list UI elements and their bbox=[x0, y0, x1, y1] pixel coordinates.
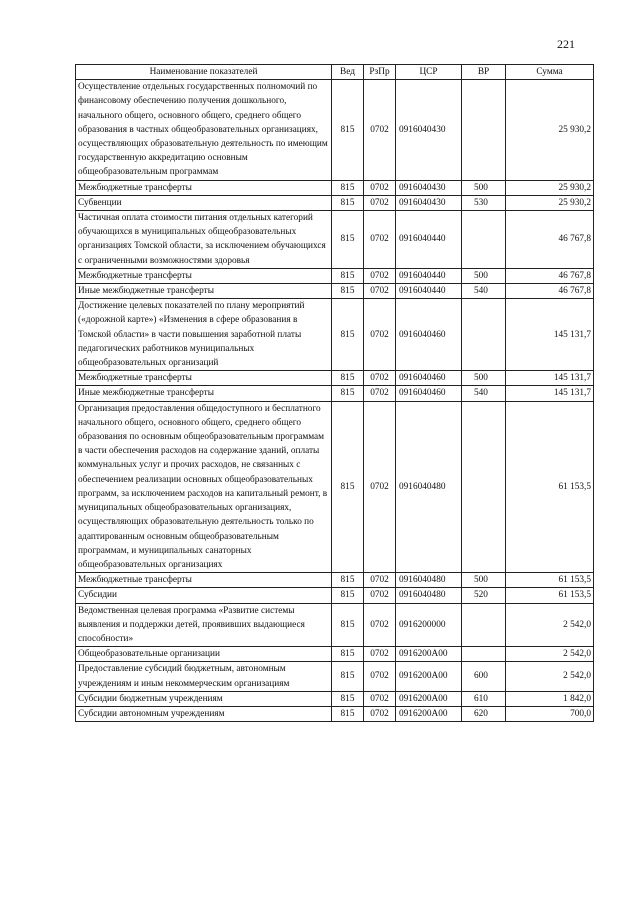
cell-vr bbox=[462, 647, 506, 662]
cell-name: Субсидии bbox=[76, 588, 332, 603]
table-row bbox=[76, 573, 594, 588]
cell-name: Субсидии бюджетным учреждениям bbox=[76, 691, 332, 706]
cell-ved: 815 bbox=[332, 706, 364, 721]
budget-table bbox=[75, 64, 594, 722]
cell-rzpr: 0702 bbox=[364, 386, 396, 401]
cell-rzpr: 0702 bbox=[364, 371, 396, 386]
cell-vr: 500 bbox=[462, 573, 506, 588]
cell-name: Межбюджетные трансферты bbox=[76, 268, 332, 283]
cell-rzpr: 0702 bbox=[364, 284, 396, 299]
cell-sum: 700,0 bbox=[506, 706, 594, 721]
cell-vr: 500 bbox=[462, 371, 506, 386]
cell-sum: 25 930,2 bbox=[506, 80, 594, 180]
cell-vr: 600 bbox=[462, 662, 506, 691]
table-row bbox=[76, 588, 594, 603]
table-row bbox=[76, 195, 594, 210]
cell-sum: 145 131,7 bbox=[506, 299, 594, 371]
cell-name: Ведомственная целевая программа «Развитие системы выявления и поддержки детей, проявивших выдающиеся способности» bbox=[76, 603, 332, 647]
cell-rzpr: 0702 bbox=[364, 588, 396, 603]
cell-csr: 0916040460 bbox=[396, 371, 462, 386]
cell-ved: 815 bbox=[332, 691, 364, 706]
cell-ved: 815 bbox=[332, 401, 364, 572]
table-row bbox=[76, 299, 594, 371]
cell-ved: 815 bbox=[332, 573, 364, 588]
table-row bbox=[76, 647, 594, 662]
cell-sum: 61 153,5 bbox=[506, 401, 594, 572]
cell-vr: 540 bbox=[462, 284, 506, 299]
cell-csr: 0916040480 bbox=[396, 573, 462, 588]
cell-rzpr: 0702 bbox=[364, 195, 396, 210]
header-sum: Сумма bbox=[506, 65, 594, 80]
cell-ved: 815 bbox=[332, 180, 364, 195]
cell-vr bbox=[462, 603, 506, 647]
cell-sum: 2 542,0 bbox=[506, 662, 594, 691]
cell-ved: 815 bbox=[332, 386, 364, 401]
cell-ved: 815 bbox=[332, 284, 364, 299]
cell-sum: 25 930,2 bbox=[506, 180, 594, 195]
cell-name: Осуществление отдельных государственных полномочий по финансовому обеспечению получения дошкольного, начального общего, основного общего, среднего общего образования в частных общеобразовательных организациях, осуществляющих образовательную деятельность по имеющим государственную аккредитацию основным общеобразовательным программам bbox=[76, 80, 332, 180]
cell-csr: 0916040430 bbox=[396, 180, 462, 195]
cell-csr: 0916200000 bbox=[396, 603, 462, 647]
cell-rzpr: 0702 bbox=[364, 647, 396, 662]
cell-ved: 815 bbox=[332, 80, 364, 180]
cell-csr: 0916200А00 bbox=[396, 662, 462, 691]
cell-rzpr: 0702 bbox=[364, 80, 396, 180]
table-row bbox=[76, 211, 594, 269]
cell-sum: 46 767,8 bbox=[506, 268, 594, 283]
table-row bbox=[76, 80, 594, 180]
cell-name: Достижение целевых показателей по плану мероприятий («дорожной карте») «Изменения в сфере образования в Томской области» в части повышения заработной платы педагогических работников муниципальных общеобразовательных организаций bbox=[76, 299, 332, 371]
table-row bbox=[76, 180, 594, 195]
cell-ved: 815 bbox=[332, 195, 364, 210]
cell-rzpr: 0702 bbox=[364, 691, 396, 706]
table-row bbox=[76, 691, 594, 706]
table-row bbox=[76, 401, 594, 572]
cell-sum: 145 131,7 bbox=[506, 371, 594, 386]
cell-rzpr: 0702 bbox=[364, 603, 396, 647]
table-row bbox=[76, 371, 594, 386]
table-row bbox=[76, 386, 594, 401]
cell-rzpr: 0702 bbox=[364, 299, 396, 371]
cell-csr: 0916040460 bbox=[396, 386, 462, 401]
cell-name: Межбюджетные трансферты bbox=[76, 573, 332, 588]
cell-vr bbox=[462, 211, 506, 269]
header-name: Наименование показателей bbox=[76, 65, 332, 80]
cell-name: Организация предоставления общедоступного и бесплатного начального общего, основного общего, среднего общего образования по основным общеобразовательным программам в части обеспечения расходов на содержание зданий, оплаты коммунальных услуг и прочих расходов, не связанных с обеспечением реализации основных общеобразовательных программ, за исключением расходов на капитальный ремонт, в муниципальных общеобразовательных организациях, осуществляющих образовательную деятельность только по адаптированным основным общеобразовательным программам, и муниципальных санаторных общеобразовательных организациях bbox=[76, 401, 332, 572]
cell-ved: 815 bbox=[332, 588, 364, 603]
table-row bbox=[76, 268, 594, 283]
cell-ved: 815 bbox=[332, 603, 364, 647]
cell-csr: 0916040480 bbox=[396, 588, 462, 603]
cell-sum: 2 542,0 bbox=[506, 647, 594, 662]
cell-name: Межбюджетные трансферты bbox=[76, 180, 332, 195]
cell-sum: 61 153,5 bbox=[506, 588, 594, 603]
cell-csr: 0916040440 bbox=[396, 211, 462, 269]
cell-vr: 520 bbox=[462, 588, 506, 603]
cell-ved: 815 bbox=[332, 647, 364, 662]
cell-csr: 0916040430 bbox=[396, 80, 462, 180]
cell-sum: 145 131,7 bbox=[506, 386, 594, 401]
table-body bbox=[76, 80, 594, 722]
cell-sum: 2 542,0 bbox=[506, 603, 594, 647]
cell-name: Субвенции bbox=[76, 195, 332, 210]
cell-rzpr: 0702 bbox=[364, 573, 396, 588]
cell-csr: 0916040460 bbox=[396, 299, 462, 371]
header-csr: ЦСР bbox=[396, 65, 462, 80]
table-row bbox=[76, 662, 594, 691]
cell-csr: 0916200А00 bbox=[396, 647, 462, 662]
cell-name: Общеобразовательные организации bbox=[76, 647, 332, 662]
cell-sum: 25 930,2 bbox=[506, 195, 594, 210]
cell-vr: 610 bbox=[462, 691, 506, 706]
cell-ved: 815 bbox=[332, 371, 364, 386]
cell-name: Иные межбюджетные трансферты bbox=[76, 386, 332, 401]
cell-name: Субсидии автономным учреждениям bbox=[76, 706, 332, 721]
cell-vr: 500 bbox=[462, 268, 506, 283]
cell-csr: 0916200А00 bbox=[396, 706, 462, 721]
cell-rzpr: 0702 bbox=[364, 268, 396, 283]
cell-rzpr: 0702 bbox=[364, 211, 396, 269]
header-ved: Вед bbox=[332, 65, 364, 80]
cell-ved: 815 bbox=[332, 662, 364, 691]
cell-sum: 1 842,0 bbox=[506, 691, 594, 706]
cell-csr: 0916200А00 bbox=[396, 691, 462, 706]
header-vr: ВР bbox=[462, 65, 506, 80]
header-rzpr: РзПр bbox=[364, 65, 396, 80]
cell-vr bbox=[462, 401, 506, 572]
cell-csr: 0916040440 bbox=[396, 284, 462, 299]
cell-rzpr: 0702 bbox=[364, 401, 396, 572]
table-header-row bbox=[76, 65, 594, 80]
cell-ved: 815 bbox=[332, 299, 364, 371]
cell-csr: 0916040430 bbox=[396, 195, 462, 210]
cell-name: Предоставление субсидий бюджетным, автономным учреждениям и иным некоммерческим организациям bbox=[76, 662, 332, 691]
cell-sum: 46 767,8 bbox=[506, 284, 594, 299]
cell-vr: 540 bbox=[462, 386, 506, 401]
cell-rzpr: 0702 bbox=[364, 662, 396, 691]
cell-rzpr: 0702 bbox=[364, 706, 396, 721]
cell-csr: 0916040440 bbox=[396, 268, 462, 283]
cell-sum: 61 153,5 bbox=[506, 573, 594, 588]
cell-name: Иные межбюджетные трансферты bbox=[76, 284, 332, 299]
cell-rzpr: 0702 bbox=[364, 180, 396, 195]
cell-vr bbox=[462, 299, 506, 371]
cell-vr bbox=[462, 80, 506, 180]
cell-name: Частичная оплата стоимости питания отдельных категорий обучающихся в муниципальных общеобразовательных организациях Томской области, за исключением обучающихся с ограниченными возможностями здоровья bbox=[76, 211, 332, 269]
cell-csr: 0916040480 bbox=[396, 401, 462, 572]
cell-sum: 46 767,8 bbox=[506, 211, 594, 269]
table-row bbox=[76, 706, 594, 721]
table-row bbox=[76, 284, 594, 299]
cell-name: Межбюджетные трансферты bbox=[76, 371, 332, 386]
cell-vr: 620 bbox=[462, 706, 506, 721]
cell-vr: 530 bbox=[462, 195, 506, 210]
cell-ved: 815 bbox=[332, 211, 364, 269]
page-number: 221 bbox=[557, 37, 575, 51]
cell-vr: 500 bbox=[462, 180, 506, 195]
cell-ved: 815 bbox=[332, 268, 364, 283]
table-row bbox=[76, 603, 594, 647]
